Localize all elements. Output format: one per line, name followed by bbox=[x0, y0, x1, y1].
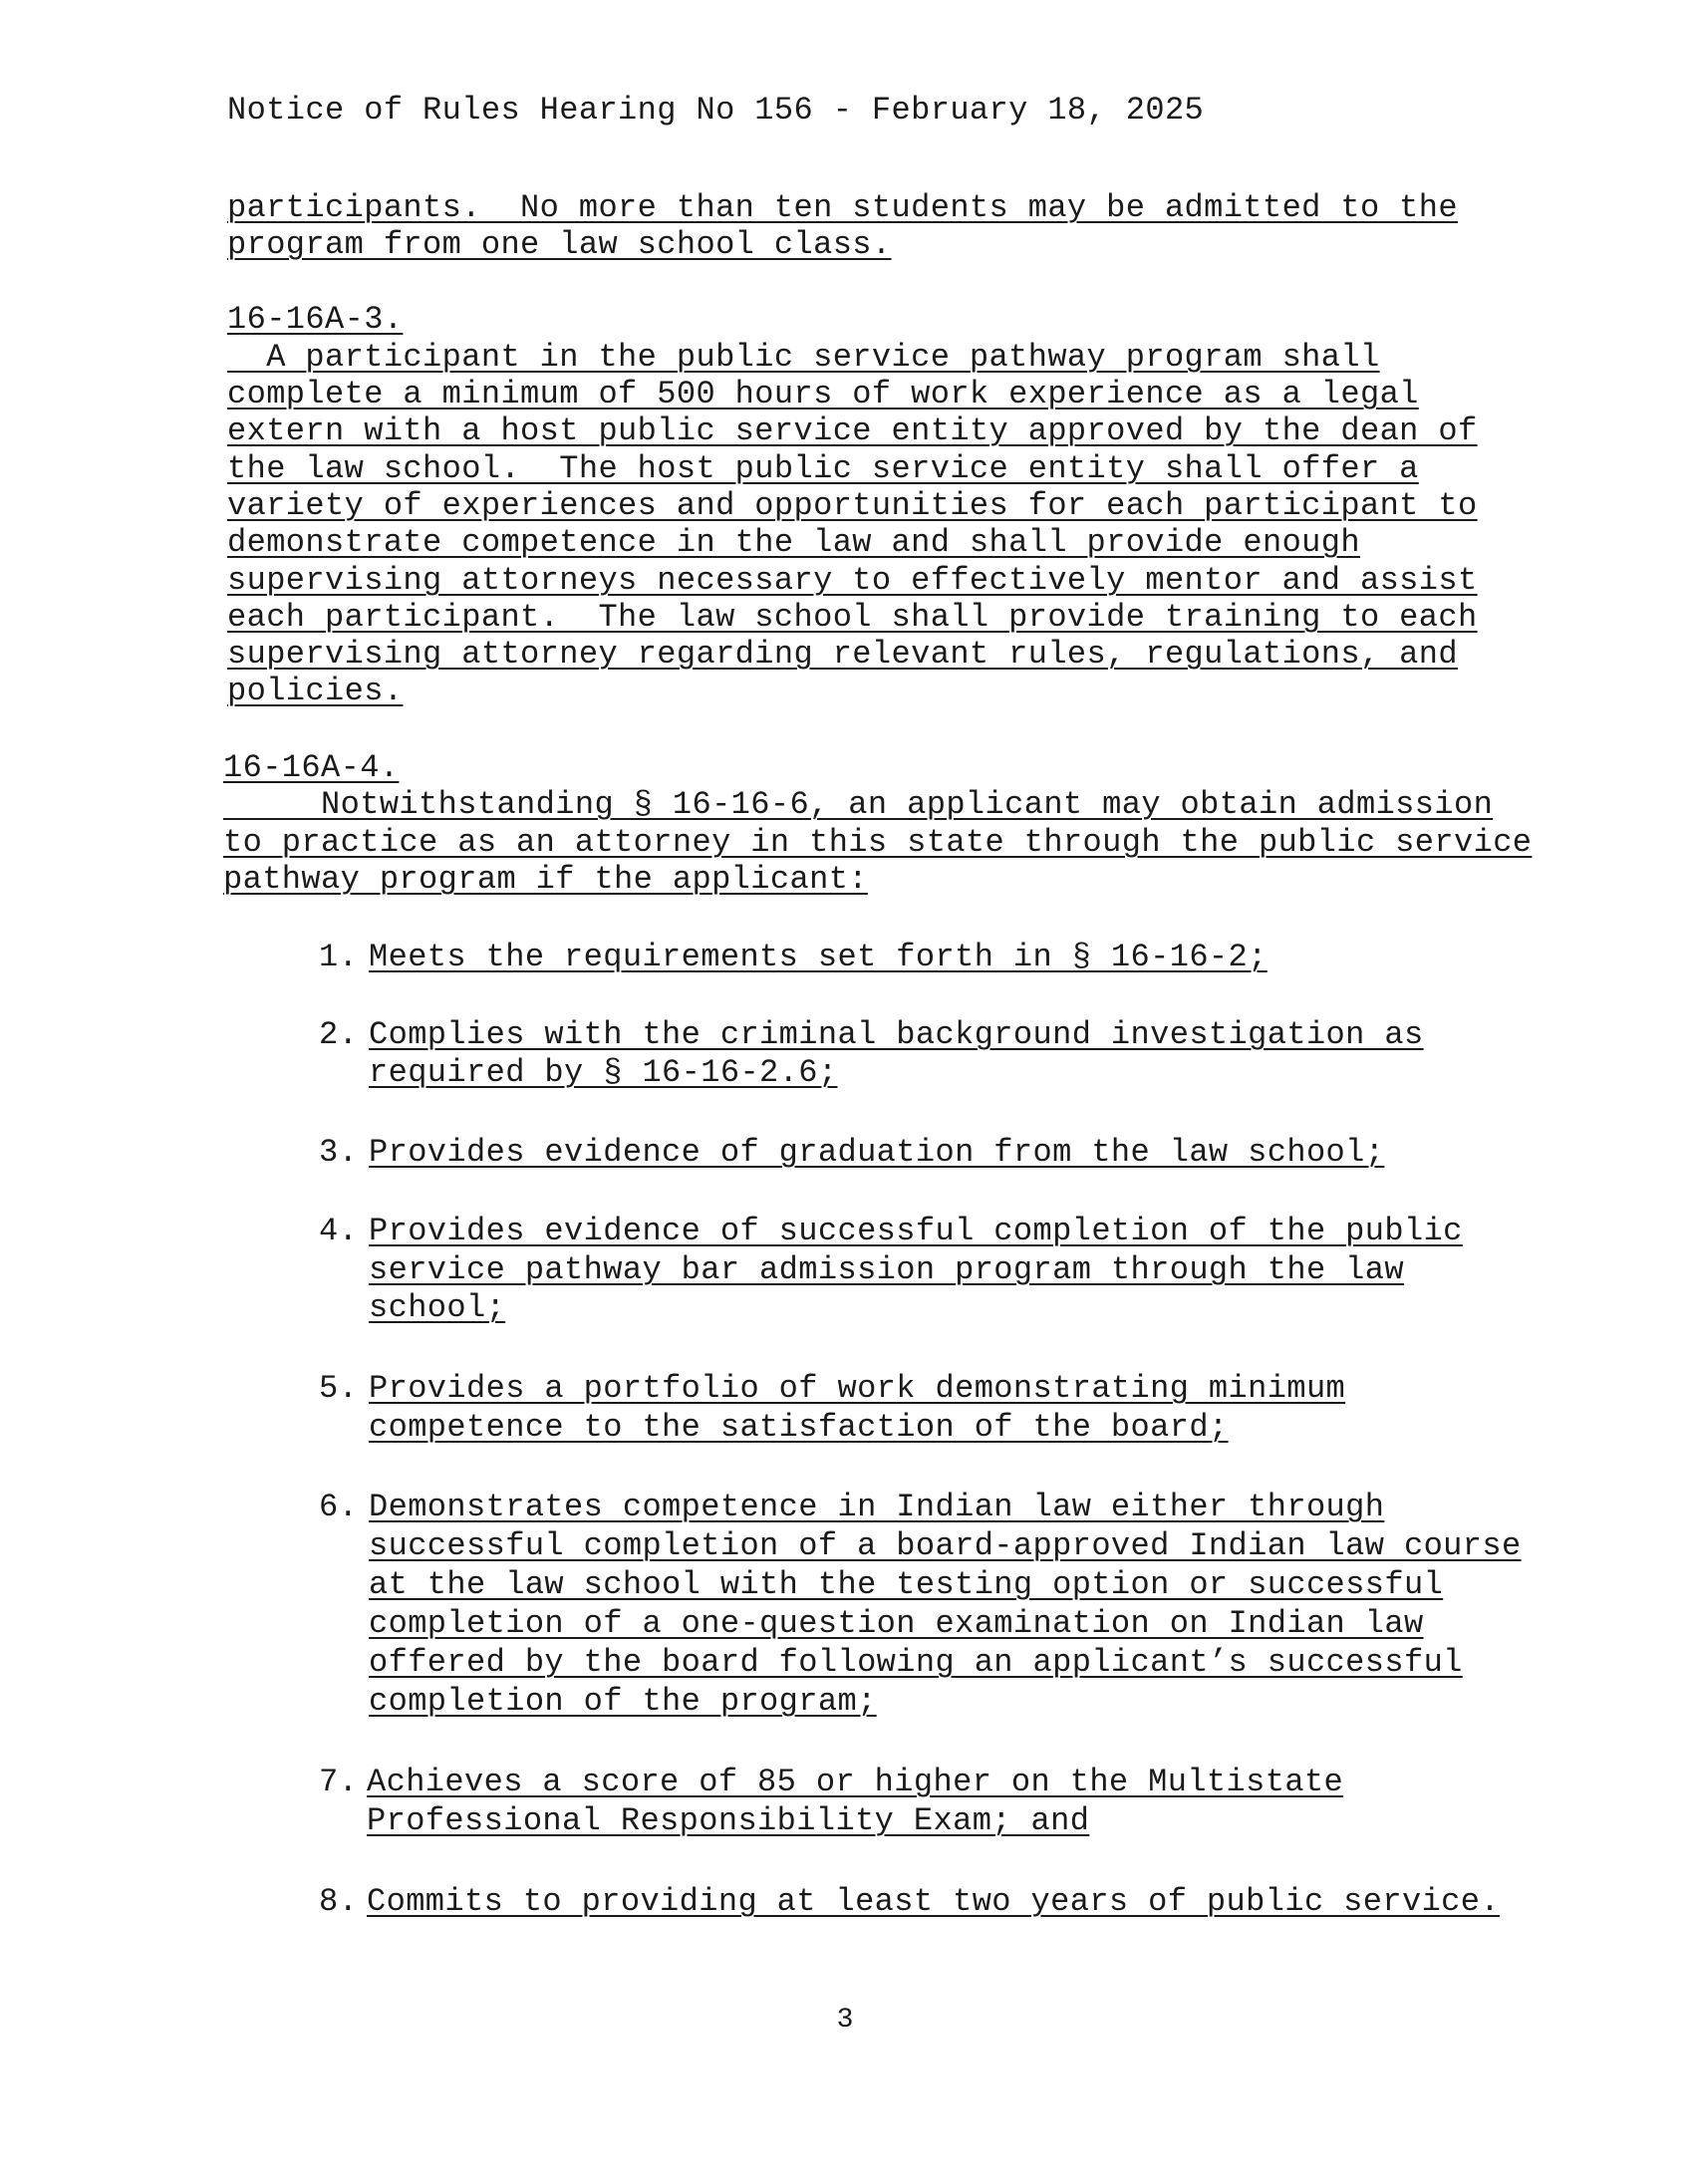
section3-line: supervising attorney regarding relevant rules, regulations, and bbox=[227, 636, 1458, 673]
section3-line: policies. bbox=[227, 673, 404, 709]
list-item-line: at the law school with the testing option or successful bbox=[369, 1566, 1444, 1603]
section3-line: A participant in the public service pathway program shall bbox=[227, 339, 1380, 376]
section4-line: to practice as an attorney in this state through the public service bbox=[223, 824, 1533, 861]
list-item-line: Achieves a score of 85 or higher on the Multistate bbox=[367, 1764, 1344, 1800]
page-header: Notice of Rules Hearing No 156 - February 18, 2025 bbox=[227, 92, 1205, 129]
intro-line: participants. No more than ten students may be admitted to the bbox=[227, 189, 1458, 226]
list-item-line: Provides evidence of graduation from the law school; bbox=[369, 1134, 1385, 1171]
list-item-number: 1. bbox=[319, 939, 359, 975]
section-heading: 16-16A-4. bbox=[223, 749, 400, 786]
section3-line: each participant. The law school shall provide training to each bbox=[227, 599, 1478, 636]
section4-line: pathway program if the applicant: bbox=[223, 861, 868, 898]
list-item-line: successful completion of a board-approved Indian law course bbox=[369, 1527, 1522, 1564]
intro-line: program from one law school class. bbox=[227, 226, 892, 263]
list-item-line: school; bbox=[369, 1289, 506, 1326]
list-item-line: competence to the satisfaction of the board; bbox=[369, 1409, 1229, 1446]
list-item-line: Complies with the criminal background investigation as bbox=[369, 1016, 1424, 1053]
list-item-line: Provides evidence of successful completion of the public bbox=[369, 1213, 1463, 1249]
section-heading: 16-16A-3. bbox=[227, 301, 404, 338]
list-item-number: 2. bbox=[319, 1016, 359, 1053]
section3-line: variety of experiences and opportunities for each participant to bbox=[227, 487, 1478, 524]
list-item-line: Demonstrates competence in Indian law either through bbox=[369, 1489, 1385, 1525]
list-item-line: Professional Responsibility Exam; and bbox=[367, 1802, 1090, 1839]
list-item-number: 7. bbox=[319, 1764, 359, 1800]
list-item-number: 8. bbox=[319, 1883, 359, 1920]
list-item-number: 6. bbox=[319, 1489, 359, 1525]
list-item-line: Commits to providing at least two years of public service. bbox=[367, 1883, 1500, 1920]
page-number: 3 bbox=[836, 2005, 854, 2036]
list-item-line: Meets the requirements set forth in § 16-16-2; bbox=[369, 939, 1268, 975]
list-item-number: 3. bbox=[319, 1134, 359, 1171]
section3-line: extern with a host public service entity approved by the dean of bbox=[227, 412, 1478, 449]
section3-line: complete a minimum of 500 hours of work experience as a legal bbox=[227, 376, 1419, 412]
section3-line: demonstrate competence in the law and shall provide enough bbox=[227, 524, 1360, 561]
section3-line: the law school. The host public service entity shall offer a bbox=[227, 450, 1419, 487]
section3-line: supervising attorneys necessary to effectively mentor and assist bbox=[227, 562, 1478, 599]
list-item-number: 4. bbox=[319, 1213, 359, 1249]
list-item-line: Provides a portfolio of work demonstrating minimum bbox=[369, 1370, 1346, 1407]
section4-line: Notwithstanding § 16-16-6, an applicant may obtain admission bbox=[223, 786, 1494, 823]
list-item-line: service pathway bar admission program through the law bbox=[369, 1251, 1404, 1288]
list-item-number: 5. bbox=[319, 1370, 359, 1407]
list-item-line: offered by the board following an applicant’s successful bbox=[369, 1644, 1463, 1681]
list-item-line: required by § 16-16-2.6; bbox=[369, 1054, 838, 1091]
list-item-line: completion of a one-question examination on Indian law bbox=[369, 1605, 1424, 1642]
list-item-line: completion of the program; bbox=[369, 1683, 877, 1720]
